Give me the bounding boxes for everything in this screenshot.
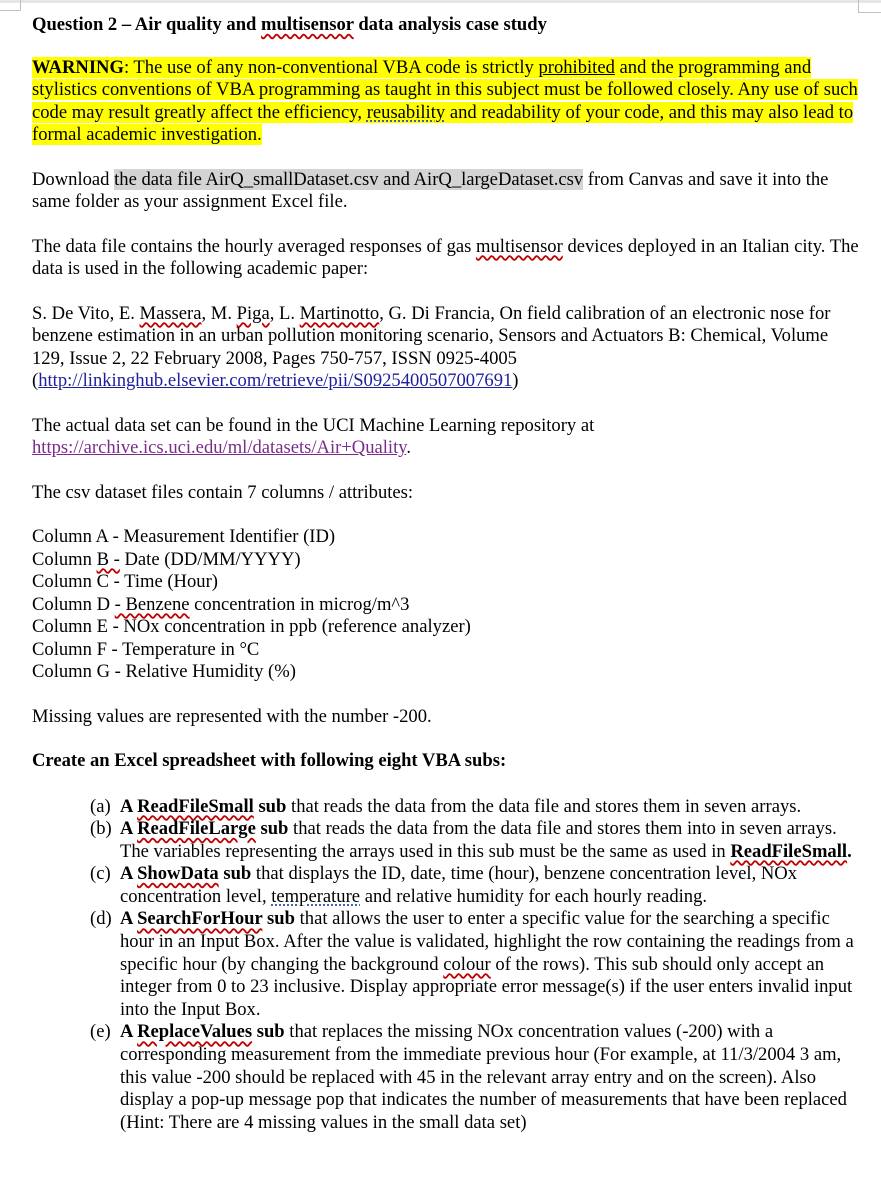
warning-paragraph: WARNING: The use of any non-conventional VBA code is strictly prohibited and the programming and stylistics conventions of VBA programming as taught in this subject must be followed closely. Any use of such code may result greatly affect the efficiency, reusability and readability of your code, and this may also lead to formal academic investigation.: [32, 56, 858, 145]
download-paragraph: Download the data file AirQ_smallDataset.csv and AirQ_largeDataset.csv from Canvas and save it into the same folder as your assignment Excel file.: [32, 168, 829, 212]
task-item-d: (d) A SearchForHour sub that allows the user to enter a specific value for the searching a specific hour in an Input Box. After the value is validated, highlight the row containing the readings from a specific hour (by changing the background colour of the rows). This sub should only accept an integer from 0 to 23 inclusive. Display appropriate error message(s) if the user enters invalid input into the Input Box.: [90, 908, 854, 1020]
task-list: [90, 796, 860, 1135]
repository-paragraph: The actual data set can be found in the UCI Machine Learning repository at https://archive.ics.uci.edu/ml/datasets/Air+Quality.: [32, 414, 595, 458]
citation-paragraph: S. De Vito, E. Massera, M. Piga, L. Martinotto, G. Di Francia, On field calibration of an electronic nose for benzene estimation in an urban pollution monitoring scenario, Sensors and Actuators B: Chemical, Volume 129, Issue 2, 22 February 2008, Pages 750-757, ISSN 0925-4005 (http://linkinghub.elsevier.com/retrieve/pii/S0925400507007691): [32, 302, 831, 391]
column-item: Column B - Date (DD/MM/YYYY): [32, 548, 301, 570]
task-item-e: (e) A ReplaceValues sub that replaces the missing NOx concentration values (-200) with a corresponding measurement from the immediate previous hour (For example, at 11/3/2004 3 am, this value -200 should be replaced with 45 in the relevant array entry and on the screen). Also display a pop-up message pop that indicates the number of measurements that have been replaced (Hint: There are 4 missing values in the small data set): [90, 1021, 847, 1133]
uci-repository-link[interactable]: https://archive.ics.uci.edu/ml/datasets/Air+Quality: [32, 437, 407, 458]
datafile-paragraph: The data file contains the hourly averaged responses of gas multisensor devices deployed in an Italian city. The data is used in the following academic paper:: [32, 235, 859, 279]
task-item-b: (b) A ReadFileLarge sub that reads the data from the data file and stores them into in seven arrays. The variables representing the arrays used in this sub must be the same as used in ReadFileSmall.: [90, 818, 852, 862]
column-list: [32, 526, 862, 684]
task-item-a: (a) A ReadFileSmall sub that reads the data from the data file and stores them in seven arrays.: [90, 795, 802, 817]
page-top-edge: [0, 0, 881, 3]
columns-intro: The csv dataset files contain 7 columns / attributes:: [32, 481, 414, 503]
column-item: Column C - Time (Hour): [32, 571, 218, 592]
column-item: Column A - Measurement Identifier (ID): [32, 526, 336, 547]
create-heading: Create an Excel spreadsheet with following eight VBA subs:: [32, 750, 507, 771]
elsevier-link[interactable]: http://linkinghub.elsevier.com/retrieve/pii/S0925400507007691: [38, 370, 513, 391]
missing-values-note: Missing values are represented with the number -200.: [32, 705, 432, 727]
column-item: Column G - Relative Humidity (%): [32, 661, 296, 682]
column-item: Column E - NOx concentration in ppb (reference analyzer): [32, 616, 471, 637]
page-corner-mark-left: [0, 0, 21, 11]
page-corner-mark-right: [858, 0, 881, 13]
column-item: Column D - Benzene concentration in microg/m^3: [32, 593, 410, 615]
document-body: [32, 14, 862, 1134]
task-item-c: (c) A ShowData sub that displays the ID, date, time (hour), benzene concentration level, NOx concentration level, temperature and relative humidity for each hourly reading.: [90, 863, 798, 907]
column-item: Column F - Temperature in °C: [32, 638, 260, 660]
question-title: Question 2 – Air quality and multisensor data analysis case study: [32, 14, 547, 35]
